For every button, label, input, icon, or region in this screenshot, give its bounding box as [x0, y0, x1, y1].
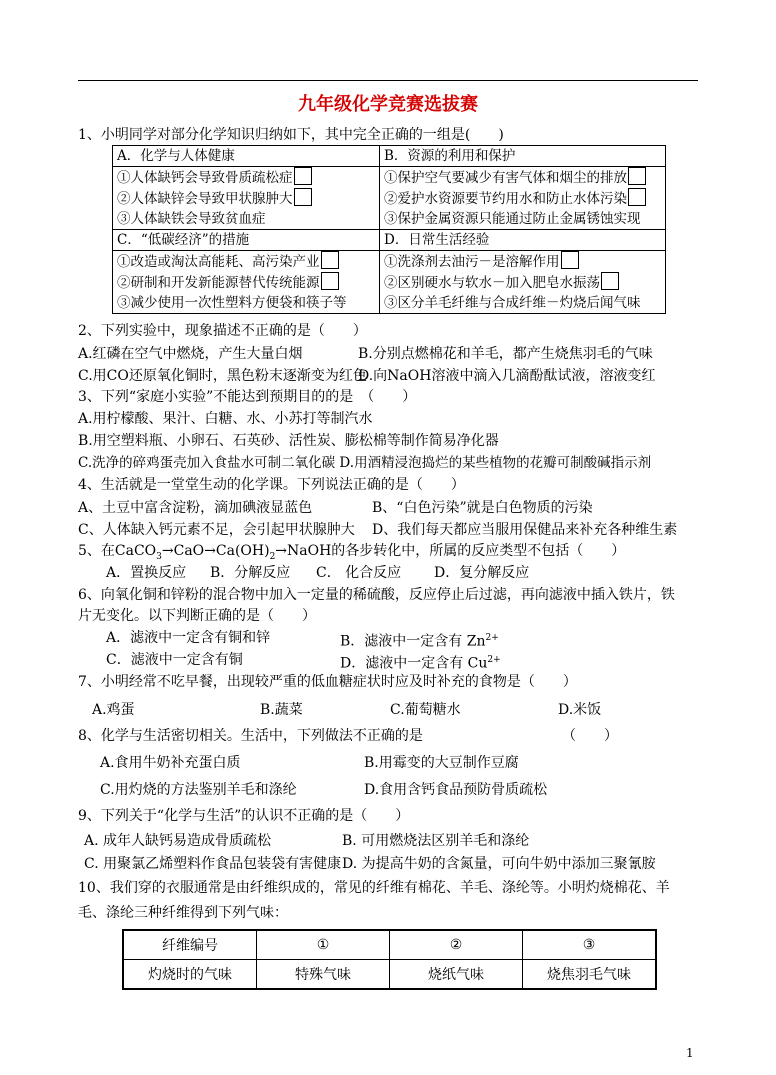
answer-box [628, 167, 646, 185]
q1-D-items [380, 251, 666, 314]
q1-A-item: ②人体缺锌会导致甲状腺肿大 [117, 191, 293, 207]
q1-D-item: ①洗涤剂去油污－是溶解作用 [384, 254, 560, 270]
q1-D-head: D．日常生活经验 [380, 230, 666, 251]
q8-option-a: A.食用牛奶补充蛋白质 [100, 755, 241, 771]
q8-option-b: B.用霉变的大豆制作豆腐 [364, 755, 519, 771]
fiber-odor-table [122, 929, 657, 990]
table-header-cell: 纤维编号 [123, 930, 257, 960]
q2-stem: 2、下列实验中，现象描述不正确的是（ ） [78, 323, 367, 339]
q8-stem: 8、化学与生活密切相关。生活中，下列做法不正确的是 [78, 728, 423, 744]
q8-option-d: D.食用含钙食品预防骨质疏松 [364, 782, 548, 798]
table-cell: 烧焦羽毛气味 [523, 960, 657, 990]
q1-A-item: ①人体缺钙会导致骨质疏松症 [117, 170, 293, 186]
q1-A-items [113, 167, 380, 230]
q3-option-cd: C.洗净的碎鸡蛋壳加入食盐水可制二氧化碳 D.用酒精浸泡捣烂的某些植物的花瓣可制酸碱指示剂 [78, 455, 652, 471]
q9-option-d: D. 为提高牛奶的含氮量，可向牛奶中添加三聚氰胺 [342, 856, 656, 872]
answer-box [561, 251, 579, 269]
q5-stem-part: →NaOH的各步转化中，所属的反应类型不包括（ ） [275, 543, 626, 559]
q5-stem-part: 5、在CaCO [78, 543, 157, 559]
q5-option-a: A．置换反应 [106, 565, 187, 581]
q1-A-item: ③人体缺铁会导致贫血症 [117, 211, 266, 227]
q5-stem-part: →CaO→Ca(OH) [161, 543, 270, 559]
q8-paren: （ ） [562, 728, 618, 744]
q7-stem: 7、小明经常不吃早餐，出现较严重的低血糖症状时应及时补充的食物是（ ） [78, 674, 577, 690]
q7-option-b: B.蔬菜 [260, 702, 303, 718]
q1-B-item: ①保护空气要减少有害气体和烟尘的排放 [384, 170, 627, 186]
q1-A-head: A．化学与人体健康 [113, 146, 380, 167]
q3-stem: 3、下列“家庭小实验”不能达到预期目的的是 （ ） [78, 389, 417, 405]
q7-option-d: D.米饭 [558, 702, 602, 718]
answer-box [601, 272, 619, 290]
q5-stem-sub: 3 [156, 551, 162, 562]
q2-option-a: A.红磷在空气中燃烧，产生大量白烟 [78, 346, 303, 362]
q1-C-item: ①改造或淘汰高能耗、高污染产业 [117, 254, 320, 270]
answer-box [294, 167, 312, 185]
q7-option-c: C.葡萄糖水 [390, 702, 461, 718]
q1-D-item: ②区别硬水与软水－加入肥皂水振荡 [384, 275, 600, 291]
q5-stem [78, 542, 625, 566]
q9-option-b: B. 可用燃烧法区别羊毛和涤纶 [342, 833, 530, 849]
q1-stem: 1、小明同学对部分化学知识归纳如下，其中完全正确的一组是( ) [78, 127, 504, 143]
q6-option-b-text: B．滤液中一定含有 Zn [340, 633, 486, 650]
table-cell: 特殊气味 [257, 960, 390, 990]
q2-option-b: B.分别点燃棉花和羊毛，都产生烧焦羽毛的气味 [358, 346, 653, 362]
q8-option-c: C.用灼烧的方法鉴别羊毛和涤纶 [100, 782, 297, 798]
q3-option-a: A.用柠檬酸、果汁、白糖、水、小苏打等制汽水 [78, 411, 373, 427]
q5-option-d: D．复分解反应 [434, 565, 530, 581]
page-title: 九年级化学竞赛选拔赛 [298, 94, 478, 115]
q5-option-c: C． 化合反应 [316, 565, 402, 581]
page-number: 1 [686, 1046, 694, 1060]
q1-D-item: ③区分羊毛纤维与合成纤维－灼烧后闻气味 [384, 295, 641, 311]
answer-box [628, 188, 646, 206]
table-header-cell: ① [257, 930, 390, 960]
q1-B-item: ③保护金属资源只能通过防止金属锈蚀实现 [384, 211, 641, 227]
q6-stem-line1: 6、向氧化铜和锌粉的混合物中加入一定量的稀硫酸，反应停止后过滤，再向滤液中插入铁片，铁 [78, 587, 675, 603]
q6-option-d [340, 651, 501, 673]
answer-box [321, 251, 339, 269]
q10-stem-line2: 毛、涤纶三种纤维得到下列气味： [78, 905, 288, 921]
q4-option-d: D、我们每天都应当服用保健品来补充各种维生素 [372, 522, 678, 538]
q6-option-a: A．滤液中一定含有铜和锌 [106, 630, 271, 646]
answer-box [294, 188, 312, 206]
q4-stem: 4、生活就是一堂堂生动的化学课。下列说法正确的是（ ） [78, 477, 465, 493]
q4-option-b: B、“白色污染”就是白色物质的污染 [372, 500, 593, 516]
header-rule [78, 80, 698, 81]
q1-C-item: ③减少使用一次性塑料方便袋和筷子等 [117, 295, 347, 311]
q9-option-a: A. 成年人缺钙易造成骨质疏松 [84, 833, 272, 849]
q10-stem-line1: 10、我们穿的衣服通常是由纤维织成的，常见的纤维有棉花、羊毛、涤纶等。小明灼烧棉花、羊 [78, 880, 670, 896]
q4-option-a: A、土豆中富含淀粉，滴加碘液显蓝色 [78, 500, 313, 516]
q6-option-d-sup: 2+ [487, 655, 501, 665]
q3-option-b: B.用空塑料瓶、小卵石、石英砂、活性炭、膨松棉等制作简易净化器 [78, 433, 499, 449]
q9-stem: 9、下列关于“化学与生活”的认识不正确的是（ ） [78, 808, 410, 824]
q7-option-a: A.鸡蛋 [92, 702, 135, 718]
q1-B-item: ②爱护水资源要节约用水和防止水体污染 [384, 191, 627, 207]
q6-option-b-sup: 2+ [485, 633, 499, 643]
q1-C-item: ②研制和开发新能源替代传统能源 [117, 275, 320, 291]
table-cell: 烧纸气味 [390, 960, 523, 990]
table-header-cell: ② [390, 930, 523, 960]
q6-option-d-text: D．滤液中一定含有 Cu [340, 655, 488, 672]
q5-option-b: B．分解反应 [210, 565, 291, 581]
answer-box [321, 272, 339, 290]
q2-option-c: C.用CO还原氧化铜时，黑色粉末逐渐变为红色 [78, 368, 367, 384]
q1-C-items [113, 251, 380, 314]
q6-option-c: C．滤液中一定含有铜 [106, 652, 243, 668]
q1-B-items [380, 167, 666, 230]
table-cell: 灼烧时的气味 [123, 960, 257, 990]
q6-stem-line2: 片无变化。以下判断正确的是（ ） [78, 608, 316, 624]
q2-option-d: D.向NaOH溶液中滴入几滴酚酞试液，溶液变红 [358, 368, 656, 384]
q1-B-head: B．资源的利用和保护 [380, 146, 666, 167]
q1-C-head: C．“低碳经济”的措施 [113, 230, 380, 251]
table-header-cell: ③ [523, 930, 657, 960]
q5-stem-sub: 2 [269, 551, 276, 562]
q1-table [112, 145, 666, 314]
q6-option-b [340, 629, 499, 651]
q4-option-c: C、人体缺入钙元素不足，会引起甲状腺肿大 [78, 522, 355, 538]
q9-option-c: C. 用聚氯乙烯塑料作食品包装袋有害健康 [84, 856, 342, 872]
